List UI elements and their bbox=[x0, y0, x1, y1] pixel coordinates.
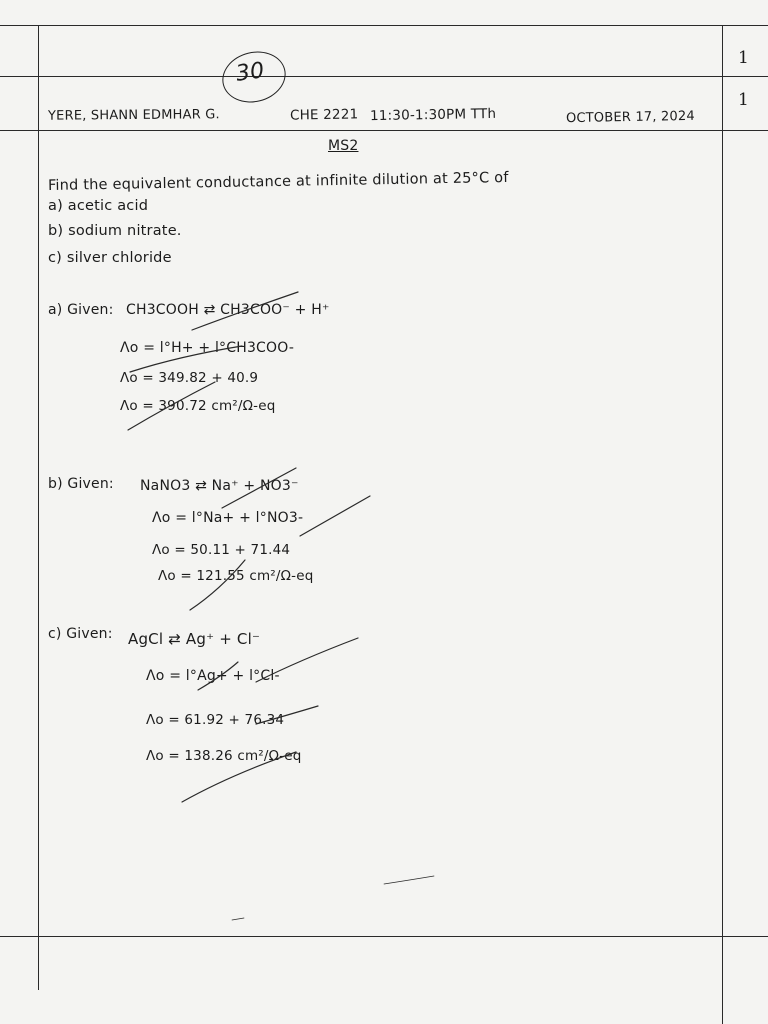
solution-b-substitution: Λo = 50.11 + 71.44 bbox=[152, 542, 291, 558]
submission-date: OCTOBER 17, 2024 bbox=[565, 108, 695, 127]
check-mark-b-result bbox=[190, 560, 245, 610]
check-mark-a-expression bbox=[130, 346, 242, 372]
check-mark-b-expression bbox=[300, 496, 370, 536]
solution-a-expression: Λo = l°H+ + l°CH3COO- bbox=[120, 340, 295, 356]
problem-item-c: c) silver chloride bbox=[48, 250, 172, 266]
check-mark-c-reaction bbox=[256, 638, 358, 682]
score-value: 30 bbox=[234, 58, 267, 87]
exercise-title: MS2 bbox=[328, 138, 359, 154]
solution-b-result: Λo = 121.55 cm²/Ω-eq bbox=[158, 568, 314, 584]
check-mark-c-expression bbox=[198, 662, 238, 690]
problem-prompt: Find the equivalent conductance at infinite dilution at 25°C of bbox=[47, 169, 509, 194]
check-mark-c-result bbox=[182, 752, 296, 802]
solution-a-substitution: Λo = 349.82 + 40.9 bbox=[120, 370, 259, 386]
stray-pen-mark bbox=[384, 876, 434, 884]
solution-a-reaction: CH3COOH ⇄ CH3COO⁻ + H⁺ bbox=[126, 302, 330, 318]
solution-c-result: Λo = 138.26 cm²/Ω-eq bbox=[146, 748, 302, 764]
solution-c-given-label: c) Given: bbox=[48, 626, 113, 642]
solution-c-substitution: Λo = 61.92 + 76.34 bbox=[146, 712, 285, 728]
solution-a-given-label: a) Given: bbox=[48, 302, 114, 318]
solution-b-given-label: b) Given: bbox=[48, 476, 114, 492]
page-number-top: 1 bbox=[738, 48, 749, 68]
stray-pen-mark-2 bbox=[232, 918, 244, 920]
solution-b-expression: Λo = l°Na+ + l°NO3- bbox=[152, 510, 304, 526]
solution-c-expression: Λo = l°Ag+ + l°Cl- bbox=[146, 668, 280, 684]
class-schedule: 11:30-1:30PM TTh bbox=[369, 105, 497, 125]
course-code: CHE 2221 bbox=[289, 106, 359, 124]
check-mark-a-result bbox=[128, 382, 215, 430]
check-mark-a-reaction bbox=[192, 292, 298, 330]
solution-a-result: Λo = 390.72 cm²/Ω-eq bbox=[120, 398, 276, 414]
solution-b-reaction: NaNO3 ⇄ Na⁺ + NO3⁻ bbox=[140, 478, 299, 494]
page-number-header: 1 bbox=[738, 90, 749, 110]
problem-item-b: b) sodium nitrate. bbox=[48, 223, 182, 239]
solution-c-reaction: AgCl ⇄ Ag⁺ + Cl⁻ bbox=[128, 630, 261, 648]
problem-item-a: a) acetic acid bbox=[48, 198, 149, 214]
check-mark-c-substitution bbox=[256, 706, 318, 724]
check-mark-b-reaction bbox=[222, 468, 296, 508]
student-name: YERE, SHANN EDMHAR G. bbox=[47, 107, 220, 124]
